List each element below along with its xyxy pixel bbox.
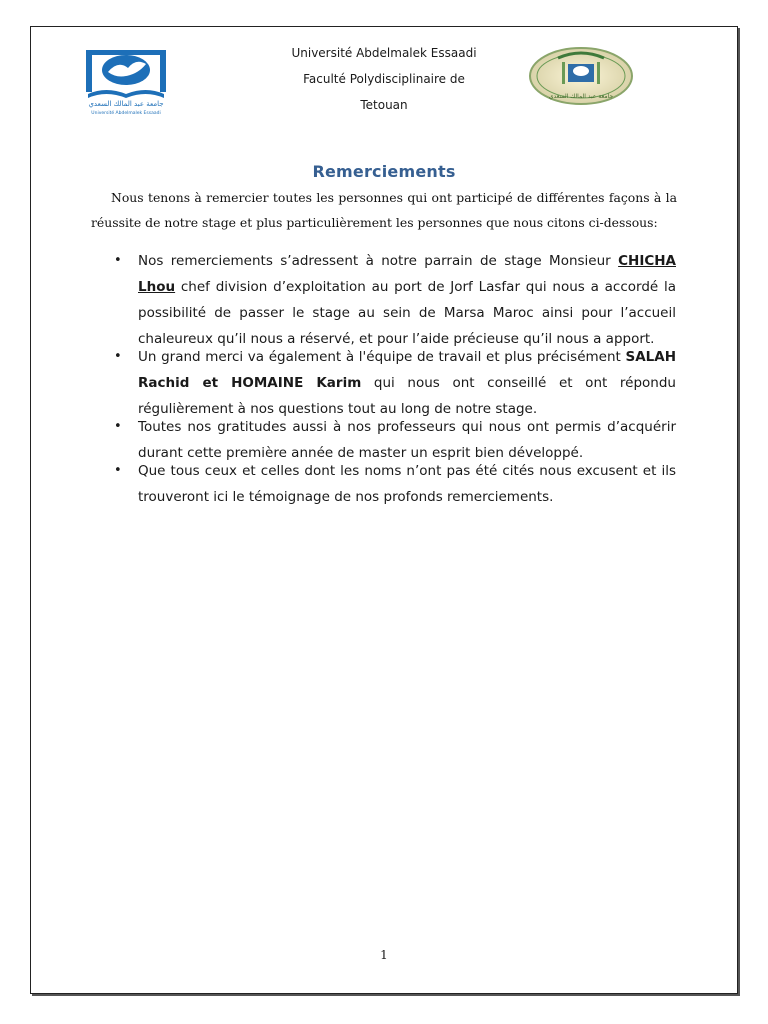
bullet-dot: • xyxy=(114,419,122,434)
intro-line-2: réussite de notre stage et plus particulièrement les personnes que nous citons ci-dessous: xyxy=(91,215,658,230)
bullet-dot: • xyxy=(114,349,122,364)
list-item xyxy=(110,344,676,422)
header-city: Tetouan xyxy=(360,98,408,112)
header xyxy=(200,40,568,118)
header-university: Université Abdelmalek Essaadi xyxy=(291,46,477,60)
page-number: 1 xyxy=(380,948,388,962)
logo-right-arabic: جامعة عبد المالك السعدي xyxy=(548,93,614,100)
acknowledgement-list xyxy=(110,248,676,510)
university-seal-right xyxy=(528,46,634,106)
list-item xyxy=(110,248,676,352)
bullet-3-text: Toutes nos gratitudes aussi à nos professeurs qui nous ont permis d’acquérir durant cette première année de master un esprit bien développé. xyxy=(138,419,676,461)
bullet-2-name: SALAH Rachid et HOMAINE Karim xyxy=(138,349,676,391)
bullet-2-text-before: Un grand merci va également à l'équipe de travail et plus précisément xyxy=(138,349,626,365)
bullet-dot: • xyxy=(114,253,122,268)
logo-left-latin: Université Abdelmalek Essaadi xyxy=(91,111,161,116)
logo-left-arabic: جامعة عبد المالك السعدي xyxy=(88,100,164,108)
bullet-1-name: CHICHA Lhou xyxy=(138,253,676,295)
list-item xyxy=(110,458,676,510)
page-title: Remerciements xyxy=(312,162,456,181)
header-faculty: Faculté Polydisciplinaire de xyxy=(303,72,465,86)
bullet-2-text-after: qui nous ont conseillé et ont répondu régulièrement à nos questions tout au long de notre stage. xyxy=(138,375,676,417)
bullet-1-text-after: chef division d’exploitation au port de Jorf Lasfar qui nous a accordé la possibilité de passer le stage au sein de Marsa Maroc ainsi pour l’accueil chaleureux qu’il nous a réservé, et pour l’aide précieuse qu’il nous a apport. xyxy=(138,279,676,347)
intro-paragraph xyxy=(91,185,677,235)
bullet-1-text-before: Nos remerciements s’adressent à notre parrain de stage Monsieur xyxy=(138,253,619,269)
university-logo-left xyxy=(78,48,174,116)
bullet-4-text: Que tous ceux et celles dont les noms n’ont pas été cités nous excusent et ils trouveront ici le témoignage de nos profonds remerciements. xyxy=(138,463,676,505)
intro-line-1: Nous tenons à remercier toutes les personnes qui ont participé de différentes façons à la xyxy=(111,190,677,205)
bullet-dot: • xyxy=(114,463,122,478)
